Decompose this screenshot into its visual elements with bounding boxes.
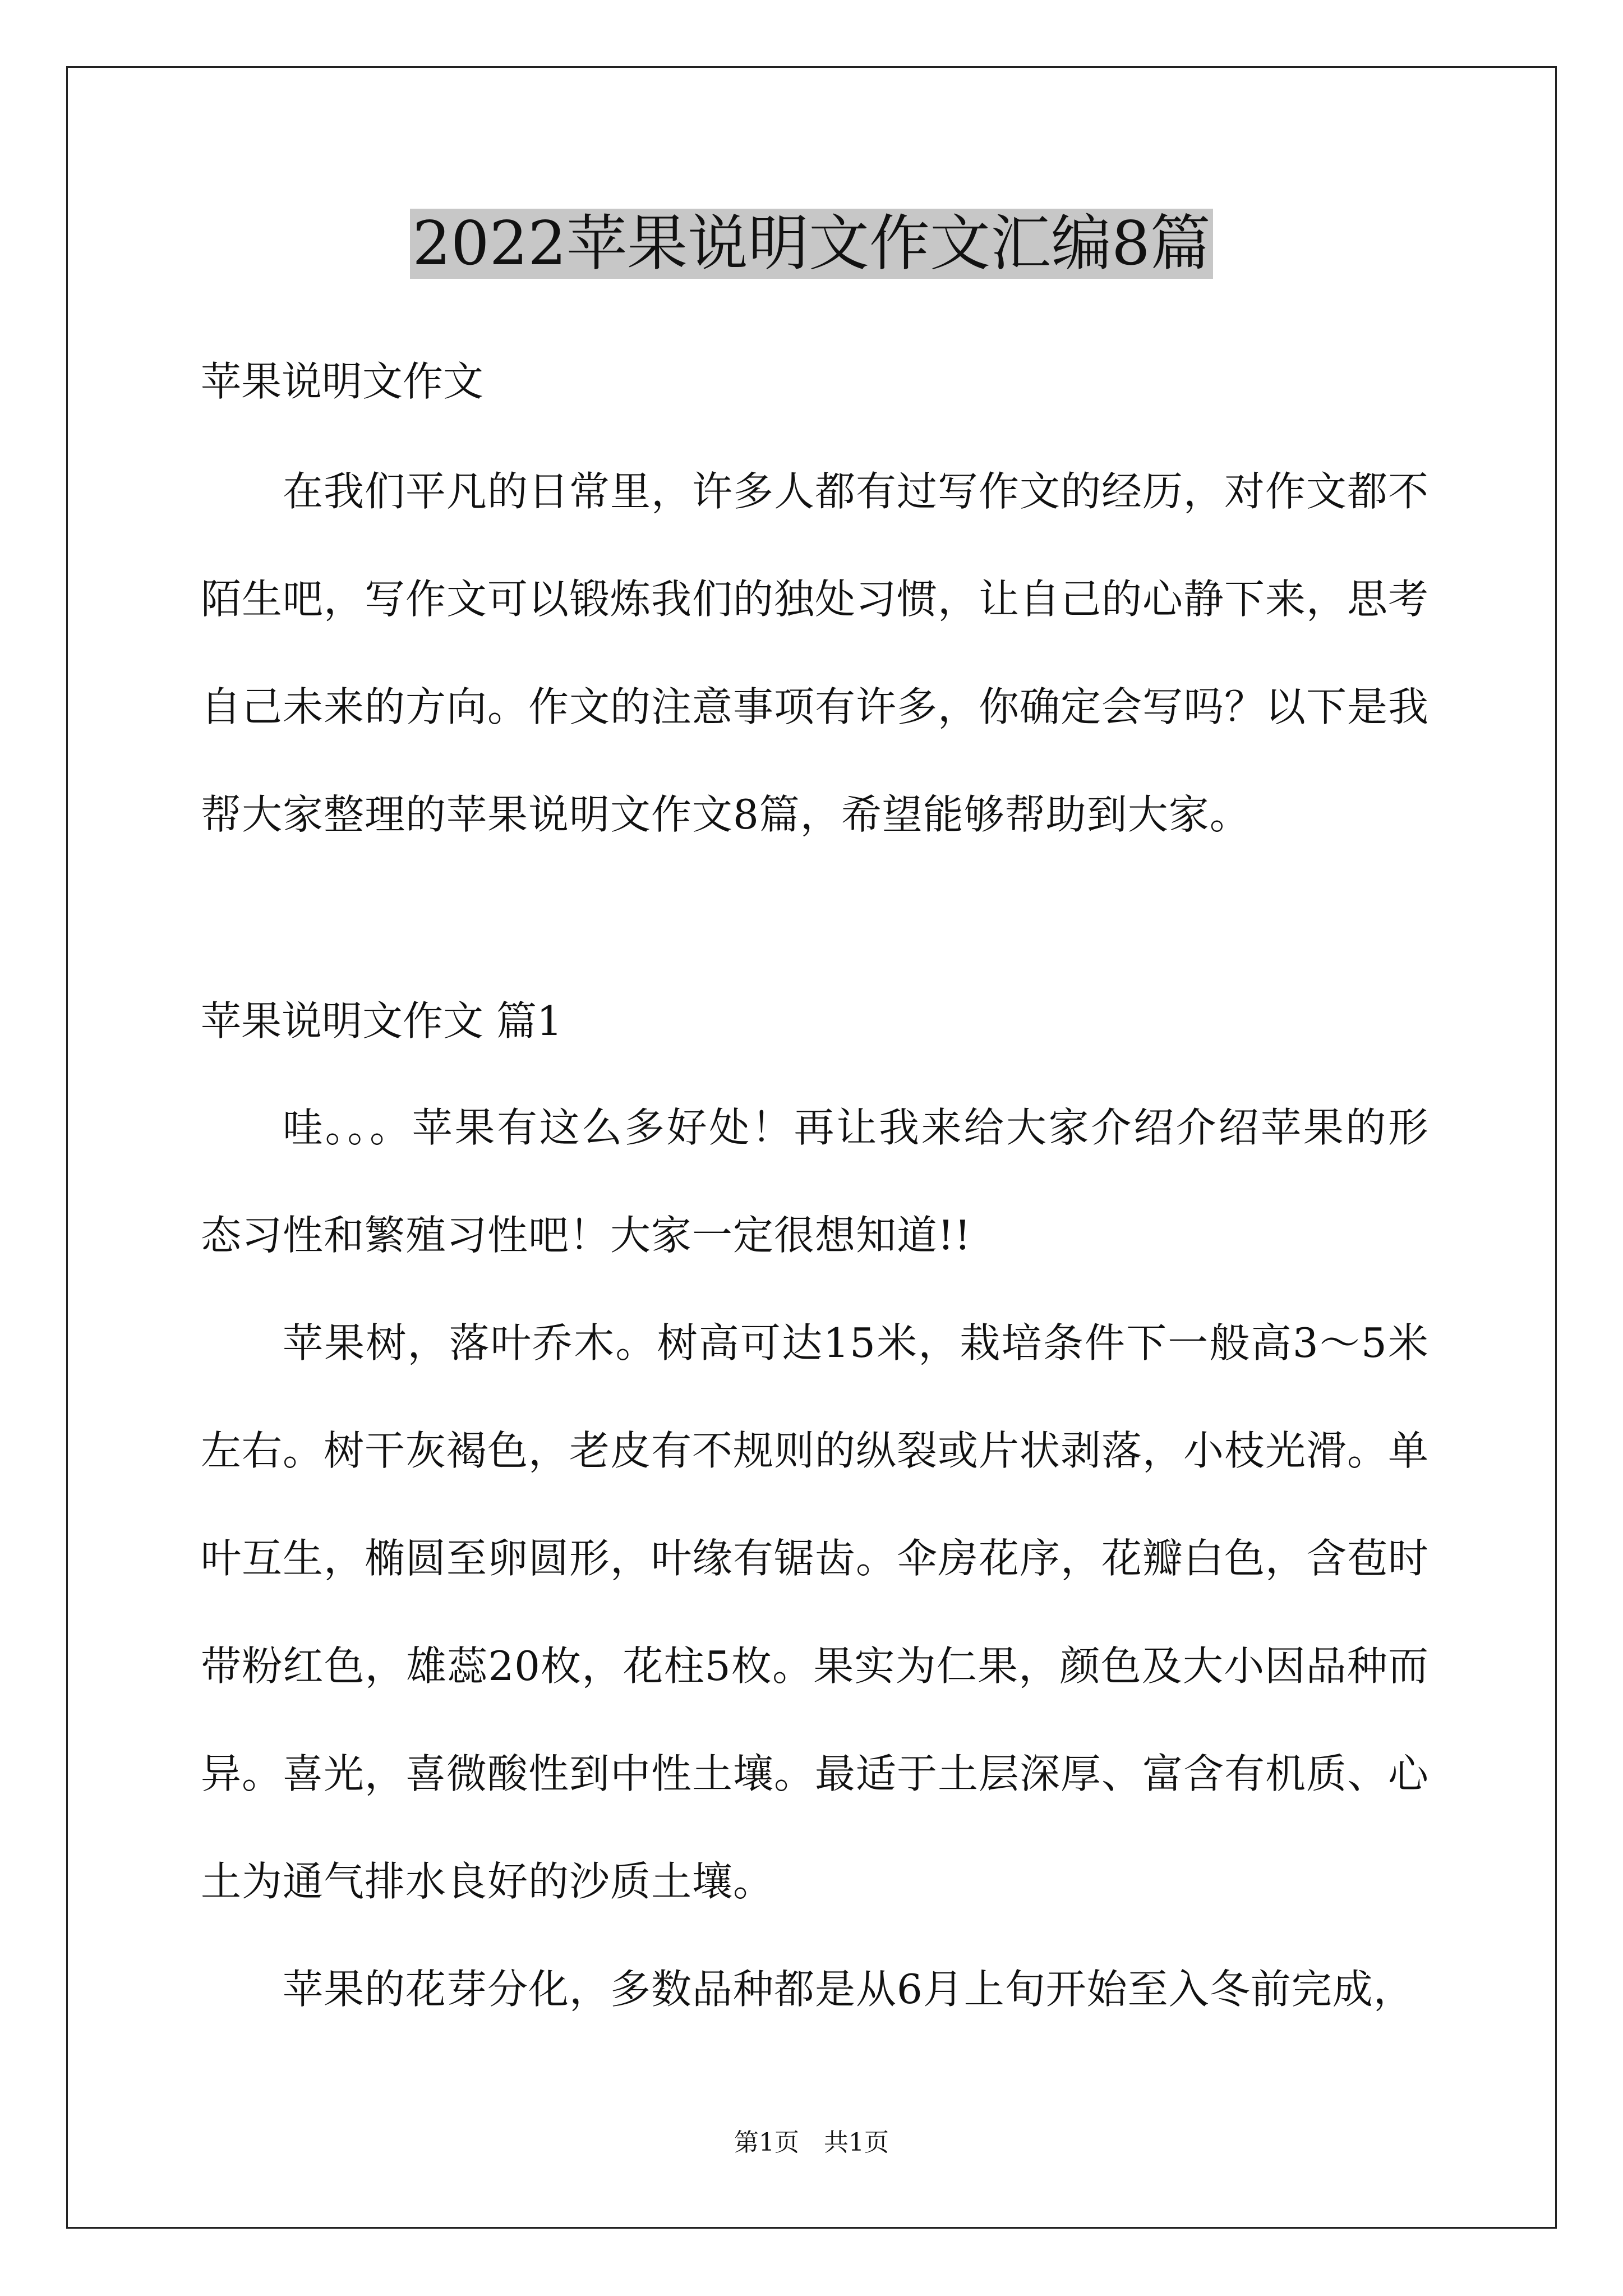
paragraph: 苹果的花芽分化，多数品种都是从6月上旬开始至入冬前完成， (283, 1966, 1414, 2013)
page-footer: 第1页 共1页 (734, 2128, 889, 2157)
section-heading-intro: 苹果说明文作文 (201, 358, 484, 405)
document-title-text: 2022苹果说明文作文汇编8篇 (410, 209, 1213, 279)
paragraph: 哇。。。苹果有这么多好处！再让我来给大家介绍介绍苹果的形态习性和繁殖习性吧！大家一定很想知道!! (201, 1104, 1429, 1259)
paragraph: 在我们平凡的日常里，许多人都有过写作文的经历，对作文都不陌生吧，写作文可以锻炼我们的独处习惯，让自己的心静下来，思考自己未来的方向。作文的注意事项有许多，你确定会写吗？以下是我帮大家整理的苹果说明文作文8篇，希望能够帮助到大家。 (201, 468, 1430, 838)
paragraph: 苹果树，落叶乔木。树高可达15米，栽培条件下一般高3～5米左右。树干灰褐色，老皮有不规则的纵裂或片状剥落，小枝光滑。单叶互生，椭圆至卵圆形，叶缘有锯齿。伞房花序，花瓣白色，含苞时带粉红色，雄蕊20枚，花柱5枚。果实为仁果，颜色及大小因品种而异。喜光，喜微酸性到中性土壤。最适于土层深厚、富含有机质、心土为通气排水良好的沙质土壤。 (201, 1319, 1430, 1905)
section-heading-1: 苹果说明文作文 篇1 (201, 997, 562, 1045)
section-1-body (201, 1074, 1429, 2043)
intro-body (201, 438, 1429, 868)
document-title (0, 202, 1623, 286)
